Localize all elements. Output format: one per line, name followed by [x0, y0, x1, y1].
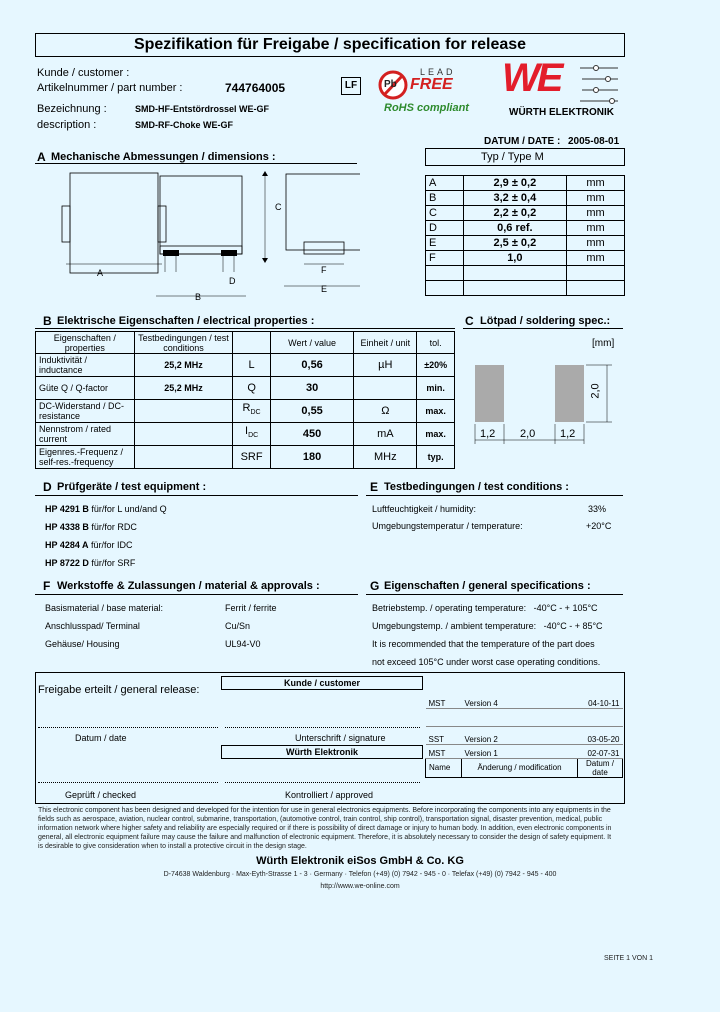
- base-material-label: Basismaterial / base material:: [45, 603, 164, 613]
- dimension-table: [425, 175, 625, 296]
- param-condition: 25,2 MHz: [134, 377, 233, 400]
- section-a-letter: A: [37, 150, 46, 164]
- param-condition: [134, 446, 233, 469]
- designation: SMD-HF-Entstördrossel WE-GF: [135, 104, 269, 114]
- humidity-value: 33%: [588, 504, 607, 514]
- revision-row: [426, 682, 623, 708]
- param-symbol: $I_{DC}$: [233, 423, 271, 446]
- dim-value: 2,9 ± 0,2: [463, 176, 567, 191]
- base-material-value: Ferrit / ferrite: [225, 603, 277, 613]
- approved-label: Kontrolliert / approved: [285, 790, 374, 800]
- revision-name: MST: [426, 744, 462, 758]
- revision-name: MST: [426, 682, 462, 708]
- equipment-purpose: für/for SRF: [91, 558, 136, 568]
- designation-label: Bezeichnung :: [37, 103, 107, 115]
- dimension-row: [426, 191, 625, 206]
- dim-value: 0,6 ref.: [463, 221, 567, 236]
- humidity-label: Luftfeuchtigkeit / humidity:: [372, 504, 477, 514]
- dimension-row: [426, 221, 625, 236]
- we-logo-text: WE: [502, 56, 561, 100]
- dimension-row-empty: [426, 266, 625, 281]
- recommendation-line-1: It is recommended that the temperature of the part does: [372, 639, 595, 649]
- pad-width-right: 1,2: [560, 428, 576, 440]
- dim-value: 2,2 ± 0,2: [463, 206, 567, 221]
- section-g-rule: [366, 594, 623, 595]
- temperature-value: +20°C: [586, 521, 612, 531]
- we-header: Würth Elektronik: [221, 745, 423, 759]
- param-property: Eigenres.-Frequenz / self-res.-frequency: [36, 446, 135, 469]
- part-number: 744764005: [225, 81, 286, 95]
- revision-header-row: [426, 758, 623, 777]
- company-web[interactable]: http://www.we-online.com: [320, 883, 400, 890]
- customer-signature-line[interactable]: [225, 727, 420, 728]
- rohs-label: RoHS compliant: [384, 102, 469, 114]
- section-g-letter: G: [370, 579, 380, 593]
- housing-value: UL94-V0: [225, 639, 261, 649]
- param-property: Nennstrom / rated current: [36, 423, 135, 446]
- equipment-purpose: für/for IDC: [91, 540, 133, 550]
- section-c-letter: C: [465, 314, 474, 328]
- checked-signature-line[interactable]: [38, 782, 218, 783]
- revision-date: 03-05-20: [578, 726, 623, 744]
- param-symbol: SRF: [233, 446, 271, 469]
- revision-header-change: Änderung / modification: [462, 758, 578, 777]
- equipment-model: HP 4284 A: [45, 540, 89, 550]
- revision-date: 02-07-31: [578, 744, 623, 758]
- dim-label-e: E: [321, 284, 328, 294]
- equipment-model: HP 4338 B: [45, 522, 89, 532]
- revision-header-date: Datum / date: [578, 758, 623, 777]
- section-e-title: Testbedingungen / test conditions :: [384, 481, 569, 493]
- description: SMD-RF-Choke WE-GF: [135, 120, 233, 130]
- param-tol: typ.: [417, 446, 455, 469]
- param-unit: MHz: [354, 446, 417, 469]
- date-value: 2005-08-01: [568, 136, 620, 147]
- revision-row: [426, 726, 623, 744]
- type-header-box: [425, 148, 625, 166]
- section-b-letter: B: [43, 314, 52, 328]
- section-e-rule: [366, 495, 623, 496]
- header-properties: Eigenschaften / properties: [36, 332, 135, 354]
- revision-row: [426, 744, 623, 758]
- revision-table: [425, 682, 623, 778]
- revision-name: SST: [426, 726, 462, 744]
- section-a-rule: [35, 163, 357, 164]
- electrical-row: [36, 400, 455, 423]
- date-signature-line[interactable]: [38, 727, 218, 728]
- pad-unit: [mm]: [592, 338, 615, 349]
- equipment-model: HP 8722 D: [45, 558, 89, 568]
- electrical-table: [35, 331, 455, 469]
- date-label: DATUM / DATE :: [484, 136, 561, 147]
- revision-name: [426, 708, 462, 726]
- section-g-title: Eigenschaften / general specifications :: [384, 580, 591, 592]
- param-condition: [134, 400, 233, 423]
- type-header: Typ / Type M: [481, 151, 544, 163]
- electrical-row: [36, 354, 455, 377]
- company-name: Würth Elektronik eiSos GmbH & Co. KG: [256, 855, 464, 867]
- param-value: 30: [270, 377, 353, 400]
- header-conditions: Testbedingungen / test conditions: [134, 332, 233, 354]
- test-equipment-item: [45, 558, 135, 568]
- param-unit: µH: [354, 354, 417, 377]
- dim-key: F: [426, 251, 464, 266]
- param-unit: [354, 377, 417, 400]
- section-f-title: Werkstoffe & Zulassungen / material & approvals :: [57, 580, 320, 592]
- param-value: 0,56: [270, 354, 353, 377]
- param-symbol: L: [233, 354, 271, 377]
- param-value: 0,55: [270, 400, 353, 423]
- equipment-purpose: für/for L und/and Q: [91, 504, 167, 514]
- description-label: description :: [37, 119, 97, 131]
- section-a-title: Mechanische Abmessungen / dimensions :: [51, 151, 276, 163]
- dim-label-c: C: [275, 202, 282, 212]
- equipment-model: HP 4291 B: [45, 504, 89, 514]
- header-value: Wert / value: [270, 332, 353, 354]
- section-b-rule: [35, 328, 455, 329]
- param-value: 450: [270, 423, 353, 446]
- dimension-row: [426, 251, 625, 266]
- pad-width-left: 1,2: [480, 428, 496, 440]
- section-f-rule: [35, 594, 358, 595]
- dim-key: D: [426, 221, 464, 236]
- revision-change: Version 4: [462, 682, 578, 708]
- pad-height: 2,0: [589, 383, 602, 399]
- test-equipment-item: [45, 504, 167, 514]
- mechanical-drawing: [40, 168, 360, 298]
- company-address: D-74638 Waldenburg · Max-Eyth-Strasse 1 - 3 · Germany · Telefon (+49) (0) 7942 - 945 - 0 · Telefax (+49) (0) 7942 - 945 - 400: [163, 871, 557, 878]
- dim-label-d: D: [229, 276, 236, 286]
- header-tol: tol.: [417, 332, 455, 354]
- dimension-row: [426, 206, 625, 221]
- approved-signature-line[interactable]: [225, 782, 420, 783]
- lead-free-logo: [378, 67, 482, 103]
- test-equipment-item: [45, 522, 137, 532]
- equipment-purpose: für/for RDC: [91, 522, 137, 532]
- dim-value: 3,2 ± 0,4: [463, 191, 567, 206]
- disclaimer: This electronic component has been designed and developed for the intention for use in general electronics equipments. Before incorporating the components into any equipments in the fields such as aerospace, aviation, nuclear control, submarine, transportation, (automotive control, train control, ship control), transportation signal, disaster prevention, medical, public information network where higher safety and reliability are especially required or if there is possibility of direct damage or injury to human body. In addition, even electronic components in general, all electronic equipment failure may cause the failure and malfunction of electronic equipment. Therefore, it is absolutely necessary to consider the design of safety equipment. It is desirable to give consideration when to install a protective circuit in the design stage.: [38, 807, 612, 850]
- param-tol: min.: [417, 377, 455, 400]
- dim-label-a: A: [97, 268, 104, 278]
- dimension-row: [426, 236, 625, 251]
- dim-unit: mm: [567, 236, 625, 251]
- terminal-label: Anschlusspad/ Terminal: [45, 621, 140, 631]
- lf-badge: LF: [341, 77, 361, 95]
- electrical-row: [36, 377, 455, 400]
- pad-gap: 2,0: [520, 428, 536, 440]
- param-property: Induktivität / inductance: [36, 354, 135, 377]
- customer-header: Kunde / customer: [221, 676, 423, 690]
- section-b-title: Elektrische Eigenschaften / electrical properties :: [57, 315, 315, 327]
- operating-temp: Betriebstemp. / operating temperature: -40°C - + 105°C: [372, 603, 598, 613]
- recommendation-line-2: not exceed 105°C under worst case operating conditions.: [372, 657, 601, 667]
- release-signature-label: Unterschrift / signature: [295, 733, 386, 743]
- dim-label-b: B: [195, 292, 202, 302]
- electrical-row: [36, 423, 455, 446]
- param-unit: Ω: [354, 400, 417, 423]
- release-date-label: Datum / date: [75, 733, 127, 743]
- revision-change: [462, 708, 578, 726]
- revision-change: Version 1: [462, 744, 578, 758]
- section-c-title: Lötpad / soldering spec.:: [480, 315, 611, 327]
- terminal-value: Cu/Sn: [225, 621, 251, 631]
- page-title: Spezifikation für Freigabe / specification for release: [133, 36, 527, 53]
- param-unit: mA: [354, 423, 417, 446]
- dim-value: 1,0: [463, 251, 567, 266]
- param-condition: [134, 423, 233, 446]
- housing-label: Gehäuse/ Housing: [45, 639, 120, 649]
- param-tol: max.: [417, 423, 455, 446]
- dim-unit: mm: [567, 221, 625, 236]
- page-number: SEITE 1 VON 1: [604, 955, 654, 962]
- electrical-row: [36, 446, 455, 469]
- param-property: DC-Widerstand / DC-resistance: [36, 400, 135, 423]
- param-condition: 25,2 MHz: [134, 354, 233, 377]
- section-d-rule: [35, 495, 358, 496]
- dim-key: E: [426, 236, 464, 251]
- param-tol: ±20%: [417, 354, 455, 377]
- revision-change: Version 2: [462, 726, 578, 744]
- param-property: Güte Q / Q-factor: [36, 377, 135, 400]
- dim-value: 2,5 ± 0,2: [463, 236, 567, 251]
- header-unit: Einheit / unit: [354, 332, 417, 354]
- customer-label: Kunde / customer :: [37, 67, 130, 79]
- revision-date: [578, 708, 623, 726]
- section-d-letter: D: [43, 480, 52, 494]
- solder-pad-drawing: [462, 360, 622, 455]
- free-text: FREE: [410, 76, 453, 93]
- ambient-temp: Umgebungstemp. / ambient temperature: -40°C - + 85°C: [372, 621, 603, 631]
- dim-key: C: [426, 206, 464, 221]
- dim-unit: mm: [567, 206, 625, 221]
- section-d-title: Prüfgeräte / test equipment :: [57, 481, 207, 493]
- param-symbol: Q: [233, 377, 271, 400]
- pb-text: Pb: [384, 79, 397, 90]
- dimension-row-empty: [426, 281, 625, 296]
- dim-unit: mm: [567, 191, 625, 206]
- test-equipment-item: [45, 540, 133, 550]
- title-box: [35, 33, 625, 57]
- part-number-label: Artikelnummer / part number :: [37, 82, 183, 94]
- section-c-rule: [463, 328, 623, 329]
- revision-header-name: Name: [426, 758, 462, 777]
- release-label: Freigabe erteilt / general release:: [38, 684, 200, 696]
- param-symbol: $R_{DC}$: [233, 400, 271, 423]
- checked-label: Geprüft / checked: [65, 790, 137, 800]
- revision-row: [426, 708, 623, 726]
- param-tol: max.: [417, 400, 455, 423]
- dim-label-f: F: [321, 265, 327, 275]
- dim-key: B: [426, 191, 464, 206]
- param-value: 180: [270, 446, 353, 469]
- brand-name: WÜRTH ELEKTRONIK: [509, 107, 614, 118]
- temperature-label: Umgebungstemperatur / temperature:: [372, 521, 523, 531]
- dim-key: A: [426, 176, 464, 191]
- dimension-row: [426, 176, 625, 191]
- revision-date: 04-10-11: [578, 682, 623, 708]
- dim-unit: mm: [567, 176, 625, 191]
- section-e-letter: E: [370, 480, 379, 494]
- dim-unit: mm: [567, 251, 625, 266]
- section-f-letter: F: [43, 579, 51, 593]
- we-logo: [500, 56, 625, 106]
- lead-text: LEAD: [420, 67, 456, 77]
